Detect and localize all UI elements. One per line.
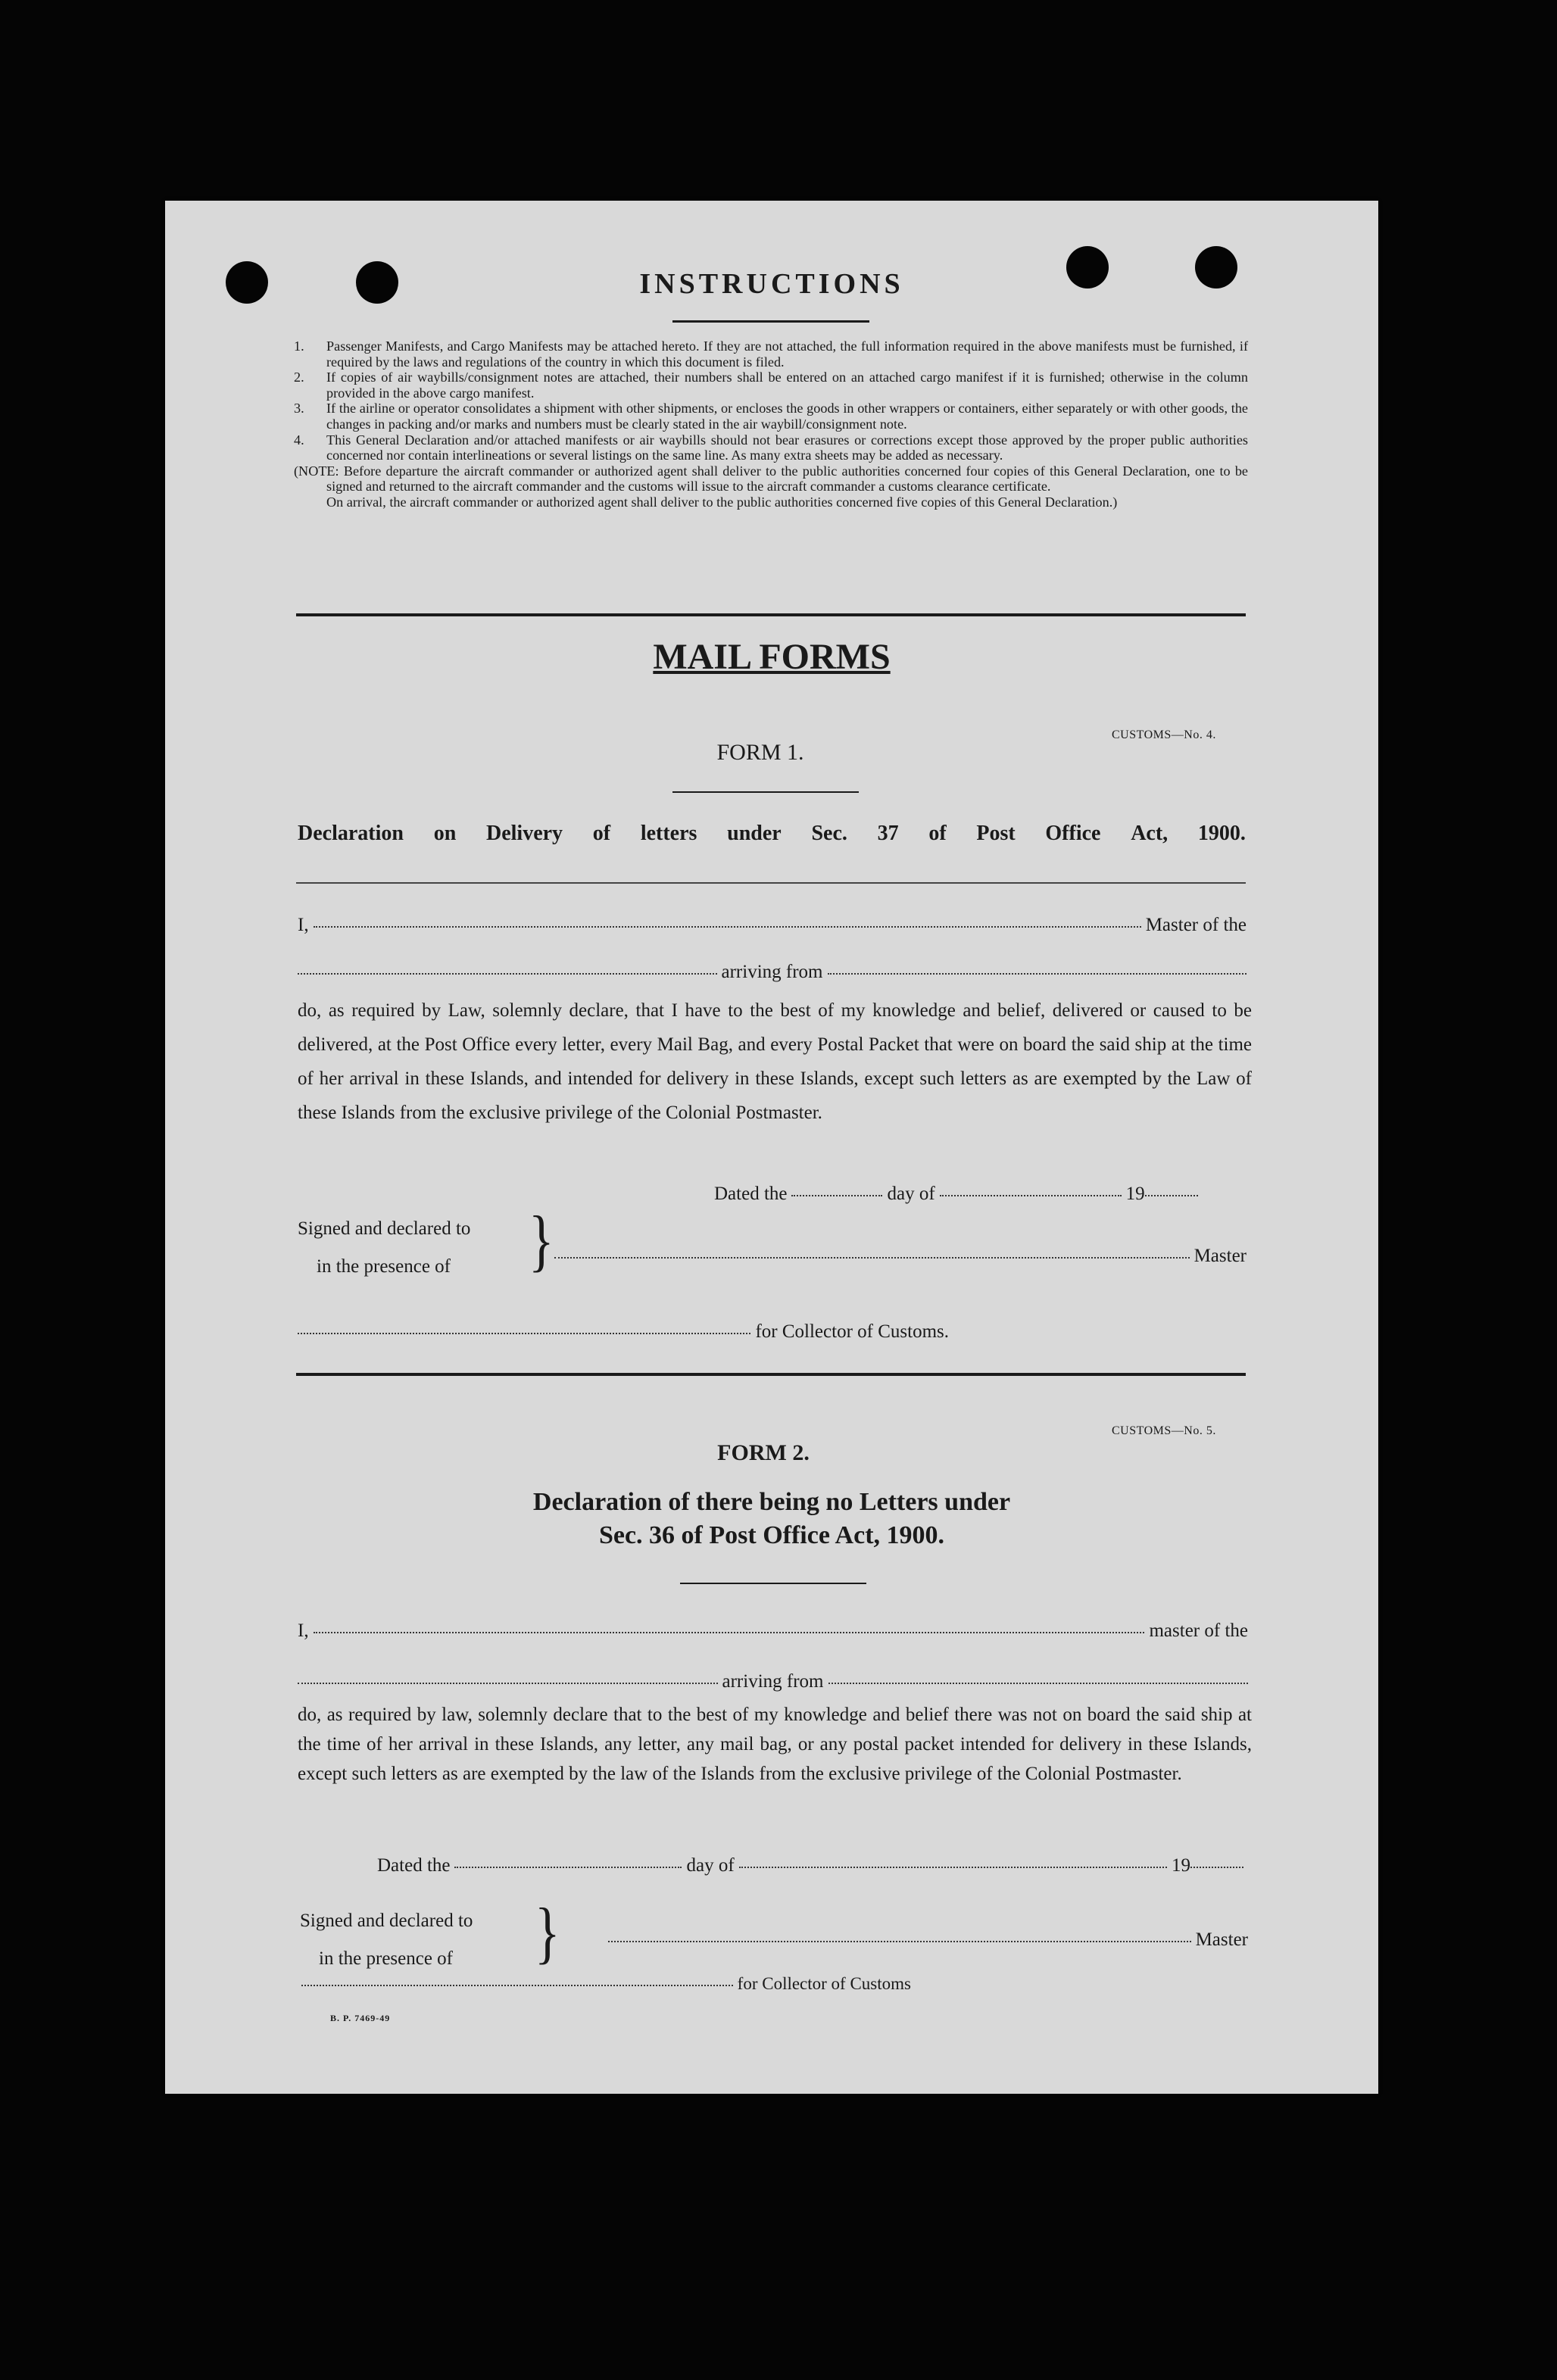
- instructions-title: INSTRUCTIONS: [639, 268, 904, 300]
- form2-dated-line: Dated the day of 19: [377, 1855, 1248, 1876]
- ship-name-field[interactable]: [298, 972, 717, 975]
- arriving-from-field[interactable]: [828, 1682, 1249, 1684]
- form2-declaration-title: Declaration of there being no Letters under Sec. 36 of Post Office Act, 1900.: [532, 1488, 1011, 1549]
- dated-month-field[interactable]: [940, 1194, 1122, 1196]
- form2-master-line: I, master of the: [298, 1620, 1248, 1641]
- form1-heading: FORM 1.: [716, 740, 804, 765]
- form1-master-line: I, Master of the: [298, 915, 1247, 935]
- form2-arriving-line: arriving from: [298, 1671, 1248, 1692]
- master-signature-field[interactable]: [608, 1940, 1191, 1942]
- form2-body: do, as required by law, solemnly declare that to the best of my knowledge and belief there was not on board the said ship at the time of her arrival in these Islands, any letter, any mail bag, or any postal packet intended for delivery in these Islands, except such letters as are exempted by the law of the Islands from the exclusive privilege of the Colonial Postmaster.: [298, 1705, 1252, 1784]
- form1-signed-label: Signed and declared to in the presence of: [298, 1218, 471, 1277]
- dated-day-field[interactable]: [791, 1194, 882, 1196]
- dated-year-field[interactable]: [1145, 1194, 1198, 1196]
- form1-declaration-title: Declaration on Delivery of letters under Sec. 37 of Post Office Act, 1900.: [298, 822, 1246, 845]
- arriving-from-field[interactable]: [828, 972, 1247, 975]
- form2-customs-number: CUSTOMS—No. 5.: [1112, 1424, 1216, 1437]
- instruction-item: 4. This General Declaration and/or attached manifests or air waybills should not bear erasures or corrections except those approved by the proper public authorities concerned nor contain interlineations or several listings on the same line. As many extra sheets may be added as necessary.: [294, 432, 1248, 463]
- instruction-item: 2. If copies of air waybills/consignment notes are attached, their numbers shall be entered on an attached cargo manifest if it is furnished; otherwise in the column provided in the above cargo manifest.: [294, 370, 1248, 401]
- master-signature-field[interactable]: [554, 1256, 1190, 1259]
- form1-dated-line: Dated the day of 19: [714, 1184, 1248, 1205]
- instruction-item: 1. Passenger Manifests, and Cargo Manifests may be attached hereto. If they are not attached, the full information required in the above manifests must be furnished, if required by the laws and regulations of the country in which this document is filed.: [294, 338, 1248, 370]
- form2-signed-label: Signed and declared to in the presence of: [300, 1911, 473, 1969]
- form1-collector-line: for Collector of Customs.: [298, 1321, 949, 1343]
- form2-heading-rule: [680, 1583, 866, 1584]
- brace-icon: }: [529, 1203, 554, 1280]
- document-sheet: [165, 201, 1378, 2094]
- dated-month-field[interactable]: [739, 1866, 1167, 1868]
- form1-master-sign-line: Master: [550, 1246, 1247, 1267]
- brace-icon: }: [535, 1895, 560, 1972]
- collector-signature-field[interactable]: [301, 1984, 733, 1986]
- form2-heading: FORM 2.: [717, 1440, 810, 1465]
- section-divider: [296, 1373, 1246, 1376]
- collector-signature-field[interactable]: [298, 1332, 750, 1334]
- section-divider: [296, 613, 1246, 616]
- master-name-field[interactable]: [314, 1631, 1145, 1633]
- ship-name-field[interactable]: [298, 1682, 718, 1684]
- instructions-note-arrival: On arrival, the aircraft commander or authorized agent shall deliver to the public authorities concerned five copies of this General Declaration.): [326, 494, 1118, 510]
- dated-day-field[interactable]: [454, 1866, 682, 1868]
- instruction-item: 3. If the airline or operator consolidates a shipment with other shipments, or encloses the goods in other wrappers or containers, either separately or with other goods, the changes in packing and/or marks and numbers must be clearly stated in the air waybill/consignment note.: [294, 401, 1248, 432]
- title-underline: [672, 320, 869, 323]
- form1-title-rule: [296, 882, 1246, 884]
- form2-collector-line: for Collector of Customs: [301, 1974, 911, 1994]
- instructions-list: [294, 338, 1248, 510]
- form1-arriving-line: arriving from: [298, 962, 1247, 983]
- form1-customs-number: CUSTOMS—No. 4.: [1112, 728, 1216, 741]
- form-print-code: B. P. 7469-49: [330, 2013, 391, 2023]
- master-name-field[interactable]: [314, 925, 1141, 928]
- dated-year-field[interactable]: [1190, 1866, 1243, 1868]
- form1-body: do, as required by Law, solemnly declare, that I have to the best of my knowledge and belief, delivered or caused to be delivered, at the Post Office every letter, every Mail Bag, and every Postal Packet that were on board the said ship at the time of her arrival in these Islands, and intended for delivery in these Islands, except such letters as are exempted by the Law of these Islands from the exclusive privilege of the Colonial Postmaster.: [298, 1000, 1252, 1123]
- mail-forms-title: MAIL FORMS: [653, 637, 891, 677]
- form2-master-sign-line: Master: [608, 1929, 1248, 1951]
- instructions-note: (NOTE: Before departure the aircraft commander or authorized agent shall deliver to the public authorities concerned four copies of this General Declaration, one to be signed and returned to the aircraft commander and the customs will issue to the aircraft commander a customs clearance certificate.: [294, 463, 1248, 494]
- form1-heading-rule: [672, 791, 859, 793]
